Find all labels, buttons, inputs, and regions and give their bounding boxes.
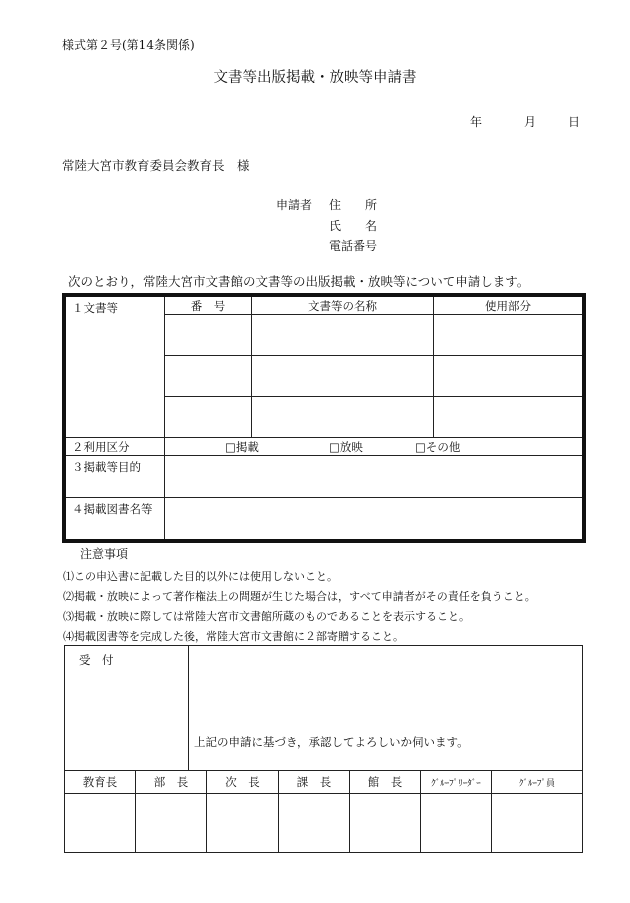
staff-header-section-chief: 課 長 (279, 771, 350, 794)
purpose-label: ３掲載等目的 (65, 456, 165, 498)
usage-options (165, 438, 584, 456)
intro-text: 次のとおり，常陸大宮市文書館の文書等の出版掲載・放映等について申請します。 (68, 274, 530, 289)
reception-label: 受 付 (65, 646, 189, 771)
date-year: 年 (470, 115, 483, 129)
document-part-cell[interactable] (434, 397, 584, 438)
documents-label: １文書等 (65, 296, 165, 438)
stamp-cell[interactable] (350, 794, 421, 853)
book-title-field[interactable] (165, 498, 584, 541)
document-part-cell[interactable] (434, 315, 584, 356)
stamp-cell[interactable] (421, 794, 492, 853)
application-table (63, 294, 585, 542)
date-month: 月 (523, 115, 536, 129)
column-header-number: 番 号 (165, 296, 252, 315)
note-item: ⑷掲載図書等を完成した後，常陸大宮市文書館に２部寄贈すること。 (63, 630, 404, 643)
usage-checkbox-broadcast[interactable]: □放映 (329, 439, 363, 454)
phone-label: 電話番号 (329, 239, 378, 253)
document-part-cell[interactable] (434, 356, 584, 397)
notes-list (63, 567, 536, 647)
staff-header-superintendent: 教育長 (65, 771, 136, 794)
reception-table (64, 645, 583, 853)
stamp-cell[interactable] (136, 794, 207, 853)
date-line (470, 113, 580, 130)
applicant-label: 申請者 (276, 198, 313, 212)
applicant-block (276, 195, 389, 257)
note-item: ⑶掲載・放映に際しては常陸大宮市文書館所蔵のものであることを表示すること。 (63, 610, 470, 623)
staff-header-group-member: ｸﾞﾙｰﾌﾟ員 (492, 771, 583, 794)
note-item: ⑵掲載・放映によって著作権法上の問題が生じた場合は，すべて申請者がその責任を負うこと。 (63, 590, 536, 603)
usage-checkbox-publish[interactable]: □掲載 (225, 439, 259, 454)
date-day: 日 (567, 115, 580, 129)
document-name-cell[interactable] (252, 397, 434, 438)
document-name-cell[interactable] (252, 315, 434, 356)
stamp-cell[interactable] (279, 794, 350, 853)
document-name-cell[interactable] (252, 356, 434, 397)
address-label: 住 所 (329, 198, 378, 212)
staff-header-deputy: 次 長 (207, 771, 279, 794)
column-header-part: 使用部分 (434, 296, 584, 315)
staff-header-group-leader: ｸﾞﾙｰﾌﾟﾘｰﾀﾞｰ (421, 771, 492, 794)
purpose-field[interactable] (165, 456, 584, 498)
stamp-cell[interactable] (492, 794, 583, 853)
addressee: 常陸大宮市教育委員会教育長 様 (62, 158, 250, 173)
stamp-cell[interactable] (207, 794, 279, 853)
note-item: ⑴この申込書に記載した目的以外には使用しないこと。 (63, 570, 338, 583)
staff-header-archive-director: 館 長 (350, 771, 421, 794)
name-label: 氏 名 (329, 218, 378, 233)
notes-title: 注意事項 (80, 547, 129, 561)
document-number-cell[interactable] (165, 356, 252, 397)
book-title-label: ４掲載図書名等 (65, 498, 165, 541)
form-type-label: 様式第２号(第14条関係) (62, 38, 195, 52)
usage-label: ２利用区分 (65, 438, 165, 456)
usage-checkbox-other[interactable]: □その他 (415, 439, 461, 454)
staff-header-director: 部 長 (136, 771, 207, 794)
document-number-cell[interactable] (165, 397, 252, 438)
document-title: 文書等出版掲載・放映等申請書 (213, 70, 417, 86)
document-number-cell[interactable] (165, 315, 252, 356)
approval-text: 上記の申請に基づき，承認してよろしいか伺います。 (189, 646, 583, 771)
stamp-cell[interactable] (65, 794, 136, 853)
column-header-name: 文書等の名称 (252, 296, 434, 315)
